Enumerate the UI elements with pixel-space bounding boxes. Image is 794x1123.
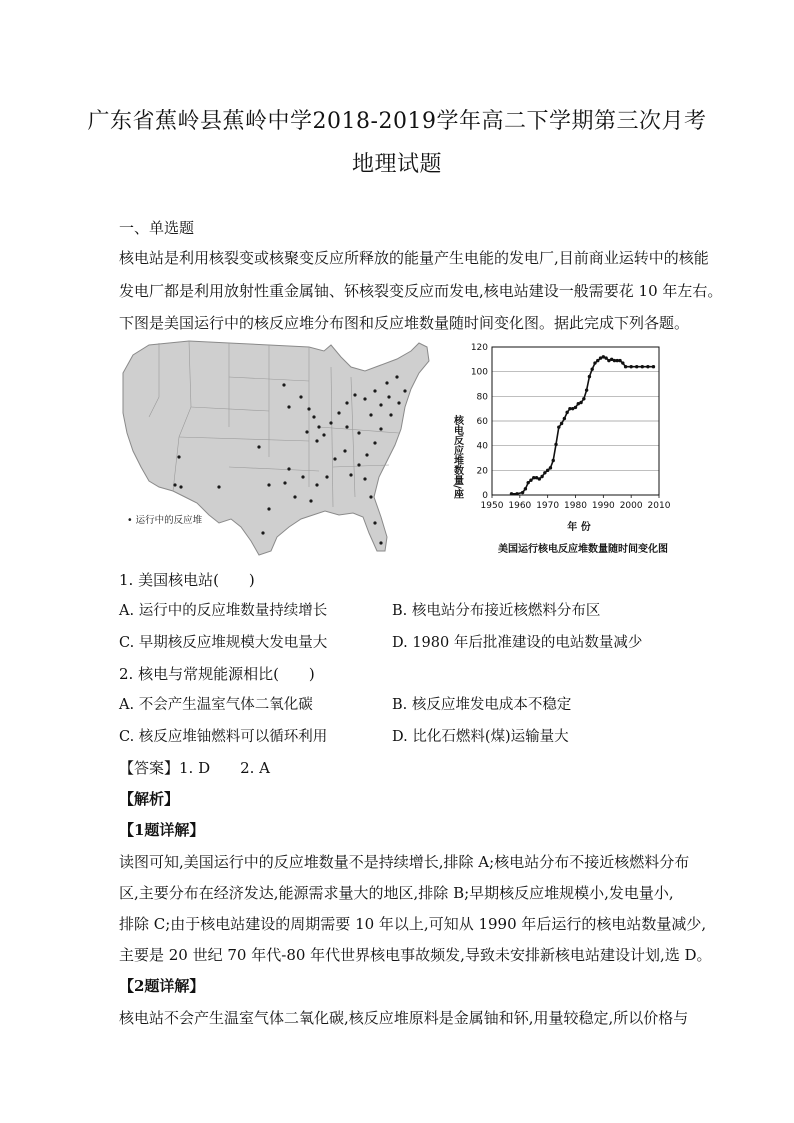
- data-point: [557, 425, 560, 428]
- paper-title: 广东省蕉岭县蕉岭中学2018-2019学年高二下学期第三次月考: [87, 109, 707, 134]
- detail-1-line-2: 区,主要分布在经济发达,能源需求量大的地区,排除 B;早期核反应堆规模小,发电量小,: [119, 884, 674, 902]
- y-tick-labels: [471, 343, 488, 501]
- data-point: [543, 471, 546, 474]
- q2-stem: 2. 核电与常规能源相比( ): [119, 665, 315, 683]
- data-point: [621, 361, 624, 364]
- paper-subtitle: 地理试题: [351, 152, 442, 177]
- detail-2-line-1: 核电站不会产生温室气体二氧化碳,核反应堆原料是金属铀和钚,用量较稳定,所以价格与: [119, 1009, 689, 1027]
- data-point: [582, 397, 585, 400]
- data-point: [629, 365, 632, 368]
- q2-option-b: B. 核反应堆发电成本不稳定: [392, 697, 572, 713]
- analysis-heading: 【解析】: [119, 790, 180, 808]
- data-point: [604, 356, 607, 359]
- y-tick-label: 40: [476, 441, 488, 452]
- data-point: [538, 477, 541, 480]
- data-point: [515, 492, 518, 495]
- detail-1-line-1: 读图可知,美国运行中的反应堆数量不是持续增长,排除 A;核电站分布不接近核燃料分布: [119, 853, 690, 871]
- detail-1-line-4: 主要是 20 世纪 70 年代-80 年代世界核电事故频发,导致未安排新核电站建设计划,选 D。: [119, 946, 712, 964]
- data-point: [565, 411, 568, 414]
- chart-grid: [492, 347, 659, 498]
- q1-option-c: C. 早期核反应堆规模大发电量大: [119, 635, 328, 651]
- us-reactor-map: [119, 337, 444, 562]
- q2-option-a: A. 不会产生温室气体二氧化碳: [119, 697, 313, 713]
- y-tick-label: 120: [470, 343, 488, 353]
- data-point: [529, 479, 532, 482]
- chart-x-axis-label: 年 份: [567, 522, 591, 533]
- data-point: [549, 466, 552, 469]
- q1-stem: 1. 美国核电站( ): [119, 571, 255, 589]
- x-tick-label: 2000: [619, 501, 643, 511]
- data-point: [546, 469, 549, 472]
- data-point: [560, 422, 563, 425]
- x-tick-labels: [481, 501, 671, 511]
- map-legend: • 运行中的反应堆: [127, 515, 203, 526]
- reactor-count-chart: [449, 337, 689, 562]
- q1-option-b: B. 核电站分布接近核燃料分布区: [392, 603, 601, 619]
- data-point: [624, 365, 627, 368]
- data-point: [652, 365, 655, 368]
- data-point: [521, 491, 524, 494]
- section-heading: 一、单选题: [119, 219, 195, 237]
- x-tick-label: 1990: [591, 501, 615, 511]
- y-tick-label: 0: [482, 491, 488, 501]
- data-point: [563, 417, 566, 420]
- y-tick-label: 80: [476, 392, 488, 403]
- intro-line-3: 下图是美国运行中的核反应堆分布图和反应堆数量随时间变化图。据此完成下列各题。: [119, 314, 690, 332]
- q1-option-a: A. 运行中的反应堆数量持续增长: [119, 603, 328, 619]
- data-point: [635, 365, 638, 368]
- detail-1-heading: 【1题详解】: [119, 821, 205, 839]
- data-point: [591, 368, 594, 371]
- data-point: [552, 459, 555, 462]
- y-tick-label: 60: [476, 417, 488, 427]
- x-tick-label: 1980: [564, 501, 587, 511]
- q2-option-c: C. 核反应堆铀燃料可以循环利用: [119, 729, 328, 745]
- data-point: [593, 361, 596, 364]
- reactor-count-points: [510, 355, 655, 495]
- intro-line-2: 发电厂都是利用放射性重金属铀、钚核裂变反应而发电,核电站建设一般需要花 10 年左右。: [119, 282, 723, 300]
- y-tick-label: 20: [476, 466, 488, 477]
- detail-2-heading: 【2题详解】: [119, 977, 205, 995]
- data-point: [579, 401, 582, 404]
- data-point: [526, 481, 529, 484]
- chart-y-axis-label: 核电反应堆数量/座: [451, 415, 463, 499]
- data-point: [510, 492, 513, 495]
- data-point: [596, 359, 599, 362]
- data-point: [646, 365, 649, 368]
- x-tick-label: 1970: [536, 501, 560, 511]
- data-point: [524, 487, 527, 490]
- reactor-count-line: [512, 357, 654, 494]
- y-tick-label: 100: [470, 367, 488, 378]
- data-point: [554, 443, 557, 446]
- intro-line-1: 核电站是利用核裂变或核聚变反应所释放的能量产生电能的发电厂,目前商业运转中的核能: [119, 249, 709, 267]
- detail-1-line-3: 排除 C;由于核电站建设的周期需要 10 年以上,可知从 1990 年后运行的核电站数量减少,: [119, 915, 707, 933]
- chart-title: 美国运行核电反应堆数量随时间变化图: [498, 544, 668, 555]
- q1-option-d: D. 1980 年后批准建设的电站数量减少: [392, 635, 643, 651]
- x-tick-label: 2010: [647, 501, 671, 511]
- answer-line: 【答案】1. D 2. A: [119, 759, 271, 777]
- q2-option-d: D. 比化石燃料(煤)运输量大: [392, 729, 569, 745]
- x-tick-label: 1950: [480, 501, 504, 511]
- x-tick-label: 1960: [508, 501, 532, 511]
- data-point: [641, 365, 644, 368]
- data-point: [618, 359, 621, 362]
- data-point: [540, 475, 543, 478]
- data-point: [585, 388, 588, 391]
- data-point: [574, 406, 577, 409]
- data-point: [588, 375, 591, 378]
